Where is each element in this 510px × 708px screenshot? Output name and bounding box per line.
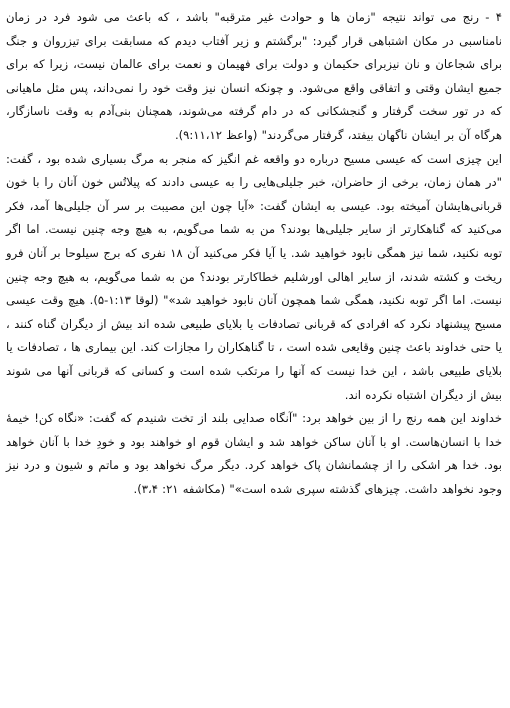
paragraph-jesus-on-tragedies: این چیزی است که عیسی مسیح درباره دو واقعه غم انگیز که منجر به مرگ بسیاری شده بود ، گفت: "در همان زمان، برخی از حاضران، خبر جلیلی‌هایی را به عیسی دادند که پیلاتُس خون آنان را با خون قربانی‌هایشان آمیخته بود. عیسی به ایشان گفت: «آیا چون این مصیبت بر سر آن جلیلی‌ها آمد، فکر می‌کنید که گناهکارتر از سایر جلیلی‌ها بودند؟ من به شما می‌گویم، به هیچ وجه چنین نیست. اما اگر توبه نکنید، شما نیز همگی نابود خواهید شد. یا آیا فکر می‌کنید آن ۱۸ نفری که برج سیلوحا بر آنان فرو ریخت و کشته شدند، از سایر اهالی اورشلیم خطاکارتر بودند؟ من به شما می‌گویم، به هیچ وجه چنین نیست. اما اگر توبه نکنید، همگی شما همچون آنان نابود خواهید شد»" (لوقا ۱:۱۳-۵). هیچ وقت عیسی مسیح پیشنهاد نکرد که افرادی که قربانی تصادفات یا بلایای طبیعی شده اند بیش از دیگران گناه کنند ، یا حتی خداوند باعث چنین وقایعی شده است ، تا گناهکاران را مجازات کند. این بیماری ها ، تصادفات یا بلایای طبیعی باشد ، این خدا نیست که آنها را مرتکب شده است و کسانی که قربانی آنها می شوند بیش از دیگران اشتباه نکرده اند. xyxy=(6,151,503,402)
paragraph-god-removes-suffering: خداوند این همه رنج را از بین خواهد برد: "آنگاه صدایی بلند از تخت شنیدم که گفت: «نگاه کن! خیمهٔ خدا با انسان‌هاست. او با آنان ساکن خواهد شد و ایشان قوم او خواهند بود و خودِ خدا با آنان خواهد بود. خدا هر اشکی را از چشمانشان پاک خواهد کرد. دیگر مرگ نخواهد بود و ماتم و شیون و درد نیز وجود نخواهد داشت. چیزهای گذشته سپری شده است»" (مکاشفه ۲۱: ۳،۴). xyxy=(6,411,502,496)
paragraph-point-4-time-and-chance: ۴ - رنج می تواند نتیجه "زمان ها و حوادث غیر مترقبه" باشد ، که باعث می شود فرد در زمان نامناسبی در مکان اشتباهی قرار گیرد: "برگشتم و زیر آفتاب دیدم که مسابقت برای تیزروان و جنگ برای شجاعان و نان نیزبرای حکیمان و دولت برای فهیمان و نعمت برای عالمان نیست، زیرا که برای جمیع ایشان وقتی و اتفاقی واقع می‌شود. و چونکه انسان نیز وقت خود را نمی‌داند، پس مثل ماهیانی که در تور سخت گرفتار و گنجشکانی که در دام گرفته می‌شوند، همچنان بنی‌آدم به وقت ناسازگار، هرگاه آن بر ایشان ناگهان بیفتد، گرفتار می‌گردند" (واعظ ۹:۱۱،۱۲). xyxy=(6,10,502,142)
